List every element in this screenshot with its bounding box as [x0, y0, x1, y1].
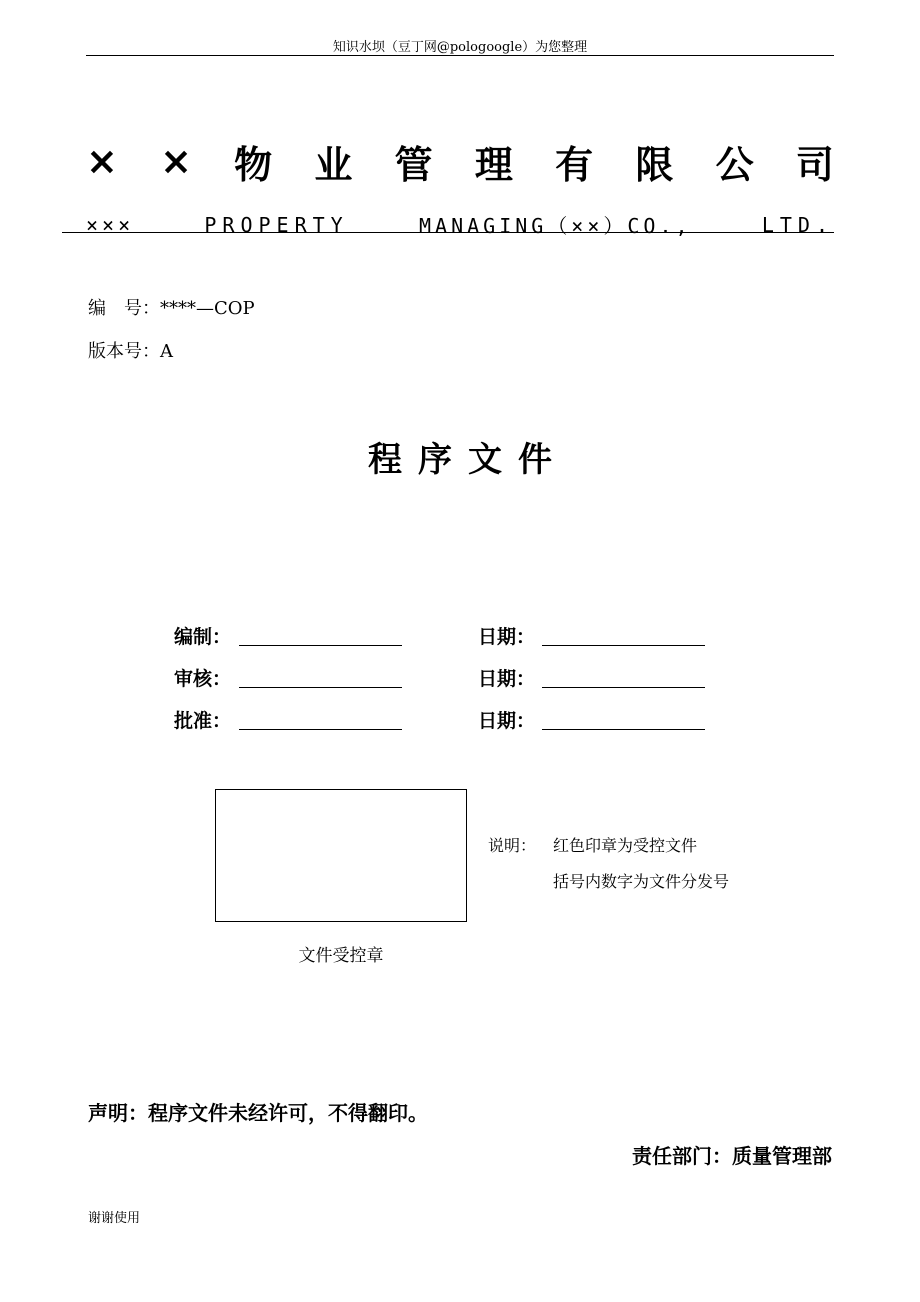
company-name-cn-char: 理 [474, 142, 513, 187]
company-name-cn-char: 管 [394, 142, 433, 187]
note-line-1: 红色印章为受控文件 [553, 836, 698, 855]
company-name-cn-char: × [160, 139, 192, 183]
header-divider [86, 55, 834, 56]
company-divider [62, 232, 834, 233]
copyright-declaration: 声明：程序文件未经许可，不得翻印。 [88, 1101, 428, 1125]
approved-by-label: 批准： [174, 710, 232, 732]
company-name-en-word: PROPERTY [204, 212, 349, 237]
approved-date-field[interactable] [542, 729, 705, 730]
company-name-cn-char: 物 [234, 142, 273, 187]
company-name-cn-char: 司 [795, 142, 834, 187]
control-stamp-caption: 文件受控章 [298, 946, 384, 966]
document-version [88, 337, 173, 363]
document-number-label: 编 号： [88, 298, 160, 319]
compiled-date-field[interactable] [542, 645, 705, 646]
approved-date-label: 日期： [478, 710, 536, 732]
reviewed-date-label: 日期： [478, 668, 536, 690]
company-name-cn-char: 有 [555, 142, 594, 187]
company-name-cn-char: 限 [635, 142, 674, 187]
compiled-by-field[interactable] [239, 645, 402, 646]
note-line-2: 括号内数字为文件分发号 [553, 872, 730, 891]
company-name-en-word: MANAGING（××）CO., [418, 214, 692, 238]
responsible-department: 责任部门：质量管理部 [632, 1144, 832, 1168]
reviewed-date-field[interactable] [542, 687, 705, 688]
company-name-cn-char: 业 [314, 142, 353, 187]
company-name-cn [86, 136, 834, 186]
note-label: 说明： [488, 836, 537, 855]
document-number-value: ****—COP [160, 298, 255, 319]
company-name-cn-char: 公 [715, 142, 754, 187]
document-title: 程序文件 [368, 440, 568, 480]
company-name-en [86, 210, 834, 239]
company-name-cn-char: × [86, 139, 118, 183]
reviewed-by-field[interactable] [239, 687, 402, 688]
document-version-value: A [160, 341, 173, 362]
document-version-label: 版本号： [88, 341, 160, 362]
header-note: 知识水坝（豆丁网@pologoogle）为您整理 [332, 40, 588, 55]
control-stamp-box [215, 789, 467, 922]
company-name-en-word: ××× [86, 212, 135, 237]
compiled-date-label: 日期： [478, 626, 536, 648]
reviewed-by-label: 审核： [174, 668, 232, 690]
footer-note: 谢谢使用 [88, 1211, 141, 1226]
approved-by-field[interactable] [239, 729, 402, 730]
compiled-by-label: 编制： [174, 626, 232, 648]
document-number [88, 294, 255, 320]
company-name-en-word: LTD. [761, 212, 834, 237]
